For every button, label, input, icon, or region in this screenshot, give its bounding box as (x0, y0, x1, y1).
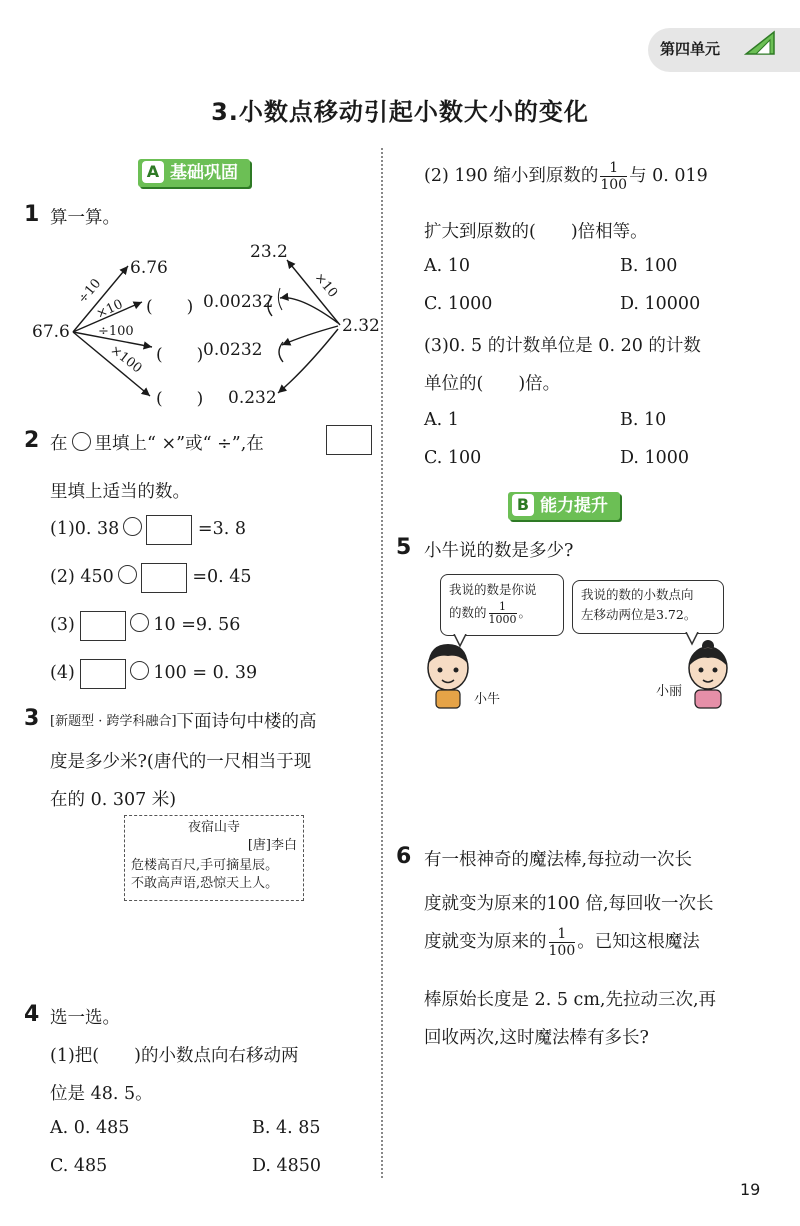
q2-item-1-idx: (1)0. 38 (50, 519, 120, 539)
q4-p2-line1 (424, 156, 708, 196)
bubble-boy-frac-den: 1000 (488, 613, 517, 626)
q1-result-2: ( ) (146, 297, 194, 317)
q2-item-4-tail: 100 = 0. 39 (153, 663, 258, 683)
question-3-line3: 在的 0. 307 米) (50, 790, 177, 810)
question-number-5: 5 (396, 535, 412, 560)
bubble-boy-frac-num: 1 (489, 601, 517, 614)
question-6-line4: 棒原始长度是 2. 5 cm,先拉动三次,再 (424, 990, 717, 1010)
q4-p3-option-d[interactable]: D. 1000 (620, 448, 690, 468)
q4-p1-option-d[interactable]: D. 4850 (252, 1156, 322, 1176)
q2-item-3-tail: 10 =9. 56 (153, 615, 241, 635)
boy-name: 小牛 (474, 692, 501, 707)
q4-p3-line1: (3)0. 5 的计数单位是 0. 20 的计数 (424, 336, 701, 356)
section-b-letter: B (512, 494, 534, 516)
question-5-text: 小牛说的数是多少? (424, 541, 574, 561)
q4-p1-line2: 位是 48. 5。 (50, 1084, 153, 1104)
q4-p3-line2: 单位的( )倍。 (424, 374, 561, 394)
q1-op-2: ×10 (94, 296, 126, 323)
girl-character-icon (680, 638, 736, 710)
question-1-text: 算一算。 (50, 208, 120, 228)
q4-p1-option-b[interactable]: B. 4. 85 (252, 1118, 321, 1138)
section-a-label: 基础巩固 (170, 163, 238, 183)
bubble-girl-line2: 左移动两位是3.72。 (581, 607, 697, 622)
q2-item-4 (50, 658, 257, 689)
q1-op-4: ×100 (107, 342, 145, 377)
q1-mid-2: 0.0232 (203, 340, 263, 360)
q4-p2-line2: 扩大到原数的( )倍相等。 (424, 222, 648, 242)
q2-item-1-circle[interactable] (123, 517, 142, 536)
question-6-line3 (424, 920, 700, 964)
page-number: 19 (740, 1180, 761, 1199)
poem-box (124, 815, 304, 901)
q2-item-4-box[interactable] (80, 659, 126, 689)
q2-line1-a: 在 (50, 434, 68, 454)
q2-item-2 (50, 562, 252, 593)
section-b-badge (508, 492, 620, 520)
q4-p1-line1: (1)把( )的小数点向右移动两 (50, 1046, 299, 1066)
q4-p1-option-c[interactable]: C. 485 (50, 1156, 108, 1176)
q4-p2-fraction (600, 160, 627, 193)
question-number-4: 4 (24, 1002, 40, 1027)
section-a-letter: A (142, 161, 164, 183)
q1-result-4: ( ) (156, 389, 204, 409)
section-a-badge (138, 159, 250, 187)
q1-result-1: 6.76 (130, 258, 168, 278)
poem-line-1: 危楼高百尺,手可摘星辰。 (131, 858, 279, 873)
q1-result-3: ( ) (156, 345, 204, 365)
q2-item-4-idx: (4) (50, 663, 75, 683)
q4-p2-frac-num: 1 (600, 160, 627, 177)
q4-p2-line1-a: (2) 190 缩小到原数的 (424, 166, 599, 186)
q2-item-1 (50, 514, 246, 545)
poem-title: 夜宿山寺 (187, 820, 240, 835)
q1-left-number: 67.6 (32, 322, 70, 342)
q6-frac-num: 1 (549, 926, 576, 943)
q2-line1-b: 里填上“ ×”或“ ÷”,在 (94, 434, 264, 454)
speech-bubble-boy (440, 574, 564, 636)
arrow-right-3 (278, 329, 338, 393)
q4-p3-option-c[interactable]: C. 100 (424, 448, 482, 468)
bubble-boy-line1: 我说的数是你说 (449, 582, 537, 597)
q4-p2-line1-b: 与 0. 019 (629, 166, 708, 186)
question-number-3: 3 (24, 706, 40, 731)
bubble-boy-line2-text: 的数的 (449, 605, 487, 620)
q2-item-2-idx: (2) 450 (50, 567, 114, 587)
question-3-line1 (50, 708, 317, 733)
q1-mid-3: 0.232 (228, 388, 277, 408)
boy-character-icon (420, 640, 476, 710)
q2-item-3-box[interactable] (80, 611, 126, 641)
q2-item-4-circle[interactable] (130, 661, 149, 680)
q1-mid-1: 0.00232 (203, 292, 274, 312)
arrow-right-1 (280, 298, 338, 323)
q4-p1-option-a[interactable]: A. 0. 485 (50, 1118, 130, 1138)
q2-item-2-tail: =0. 45 (192, 567, 252, 587)
question-3-line2: 度是多少米?(唐代的一尺相当于现 (50, 752, 312, 772)
q1-op-1: ÷10 (75, 276, 105, 307)
q2-item-3 (50, 610, 240, 641)
q2-item-2-box[interactable] (141, 563, 187, 593)
question-number-6: 6 (396, 844, 412, 869)
q6-frac-den: 100 (548, 943, 576, 959)
question-6-line2: 度就变为原来的100 倍,每回收一次长 (424, 894, 714, 914)
question-4-text: 选一选。 (50, 1008, 120, 1028)
q6-line3-b: 。已知这根魔法 (577, 932, 700, 952)
speech-bubble-girl (572, 580, 724, 634)
q1-right-number: 2.32 (342, 316, 380, 336)
q1-right-op: ×10 (311, 270, 341, 301)
q2-item-2-circle[interactable] (118, 565, 137, 584)
circle-blank[interactable] (72, 432, 91, 451)
q2-item-3-idx: (3) (50, 615, 75, 635)
question-number-2: 2 (24, 428, 40, 453)
q4-p2-option-b[interactable]: B. 100 (620, 256, 678, 276)
bubble-boy-end: 。 (518, 605, 532, 620)
q3-tag: [新题型 · 跨学科融合] (50, 714, 177, 729)
page-title: 3.小数点移动引起小数大小的变化 (211, 98, 589, 126)
question-6-line5: 回收两次,这时魔法棒有多长? (424, 1028, 649, 1048)
q6-fraction (549, 926, 576, 959)
question-6-line1: 有一根神奇的魔法棒,每拉动一次长 (424, 850, 693, 870)
q4-p2-option-d[interactable]: D. 10000 (620, 294, 701, 314)
q2-item-3-circle[interactable] (130, 613, 149, 632)
q2-item-1-tail: =3. 8 (197, 519, 246, 539)
q2-item-1-box[interactable] (146, 515, 192, 545)
question-2-line2: 里填上适当的数。 (50, 482, 190, 502)
q6-line3-a: 度就变为原来的 (424, 932, 547, 952)
q3-line1-text: 下面诗句中楼的高 (176, 712, 317, 732)
question-number-1: 1 (24, 202, 40, 227)
section-b-label: 能力提升 (540, 496, 608, 516)
bubble-boy-line2 (449, 601, 555, 626)
q4-p2-option-c[interactable]: C. 1000 (424, 294, 493, 314)
square-blank[interactable] (326, 425, 372, 455)
poem-line-2: 不敢高声语,恐惊天上人。 (131, 876, 279, 891)
q4-p2-option-a[interactable]: A. 10 (424, 256, 471, 276)
arrow-right-2 (282, 326, 338, 345)
q1-op-3: ÷100 (98, 324, 134, 339)
bubble-girl-line1: 我说的数的小数点向 (581, 587, 694, 602)
unit-label: 第四单元 (660, 40, 721, 58)
poem-author: [唐]李白 (247, 838, 297, 853)
q4-p2-frac-den: 100 (600, 177, 628, 193)
q4-p3-option-b[interactable]: B. 10 (620, 410, 667, 430)
set-square-icon (744, 30, 776, 56)
q1-top-value: 23.2 (250, 242, 288, 262)
column-divider (381, 148, 383, 1178)
girl-name: 小丽 (656, 684, 683, 699)
bubble-boy-fraction (489, 601, 517, 626)
question-2-line1 (50, 430, 264, 455)
q4-p3-option-a[interactable]: A. 1 (424, 410, 459, 430)
